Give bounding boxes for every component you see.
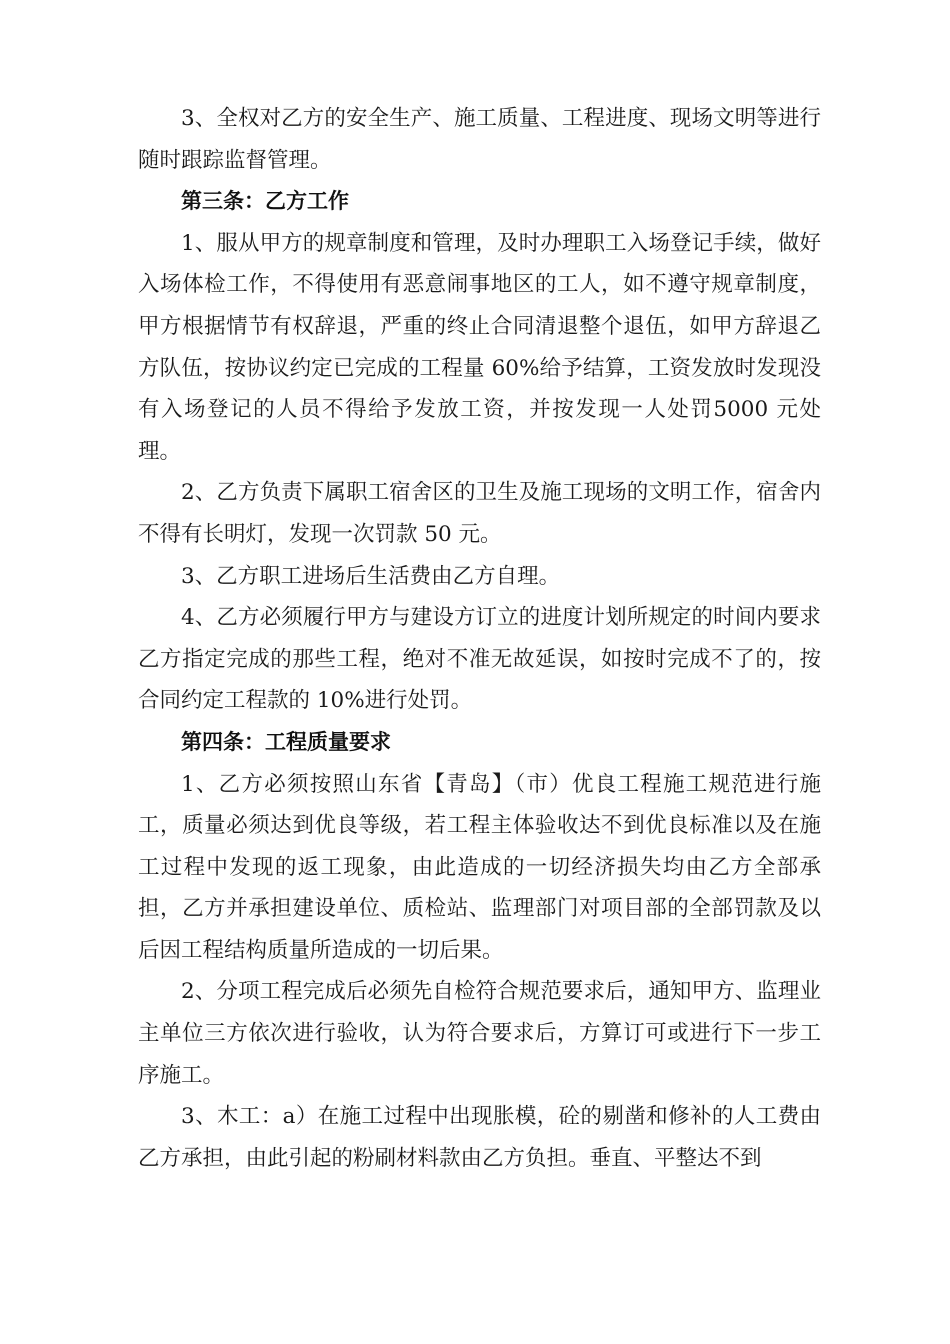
article-3-heading: 第三条：乙方工作: [181, 189, 349, 214]
article-4-item-2: 2、分项工程完成后必须先自检符合规范要求后，通知甲方、监理业主单位三方依次进行验收，认为符合要求后，方算订可或进行下一步工序施工。: [138, 979, 821, 1088]
article-4-item-3: 3、木工：a）在施工过程中出现胀模，砼的剔凿和修补的人工费由乙方承担，由此引起的粉刷材料款由乙方负担。垂直、平整达不到: [138, 1104, 821, 1171]
article-3-item-4: 4、乙方必须履行甲方与建设方订立的进度计划所规定的时间内要求乙方指定完成的那些工程，绝对不准无故延误，如按时完成不了的，按合同约定工程款的 10%进行处罚。: [138, 605, 821, 714]
document-body: [138, 98, 821, 1179]
article-3-item-3: 3、乙方职工进场后生活费由乙方自理。: [181, 563, 561, 589]
article-4-heading: 第四条：工程质量要求: [181, 729, 391, 754]
article-4-item-1: 1、乙方必须按照山东省【青岛】（市）优良工程施工规范进行施工，质量必须达到优良等级，若工程主体验收达不到优良标准以及在施工过程中发现的返工现象，由此造成的一切经济损失均由乙方全部承担，乙方并承担建设单位、质检站、监理部门对项目部的全部罚款及以后因工程结构质量所造成的一切后果。: [138, 771, 821, 963]
article-3-item-2: 2、乙方负责下属职工宿舍区的卫生及施工现场的文明工作，宿舍内不得有长明灯，发现一次罚款 50 元。: [138, 480, 821, 547]
article-3-item-1: 1、服从甲方的规章制度和管理，及时办理职工入场登记手续，做好入场体检工作，不得使用有恶意闹事地区的工人，如不遵守规章制度，甲方根据情节有权辞退，严重的终止合同清退整个退伍，如甲方辞退乙方队伍，按协议约定已完成的工程量 60%给予结算，工资发放时发现没有入场登记的人员不得给予发放工资，并按发现一人处罚5000 元处理。: [138, 230, 821, 464]
clause-2-item-3: 3、全权对乙方的安全生产、施工质量、工程进度、现场文明等进行随时跟踪监督管理。: [138, 106, 821, 173]
